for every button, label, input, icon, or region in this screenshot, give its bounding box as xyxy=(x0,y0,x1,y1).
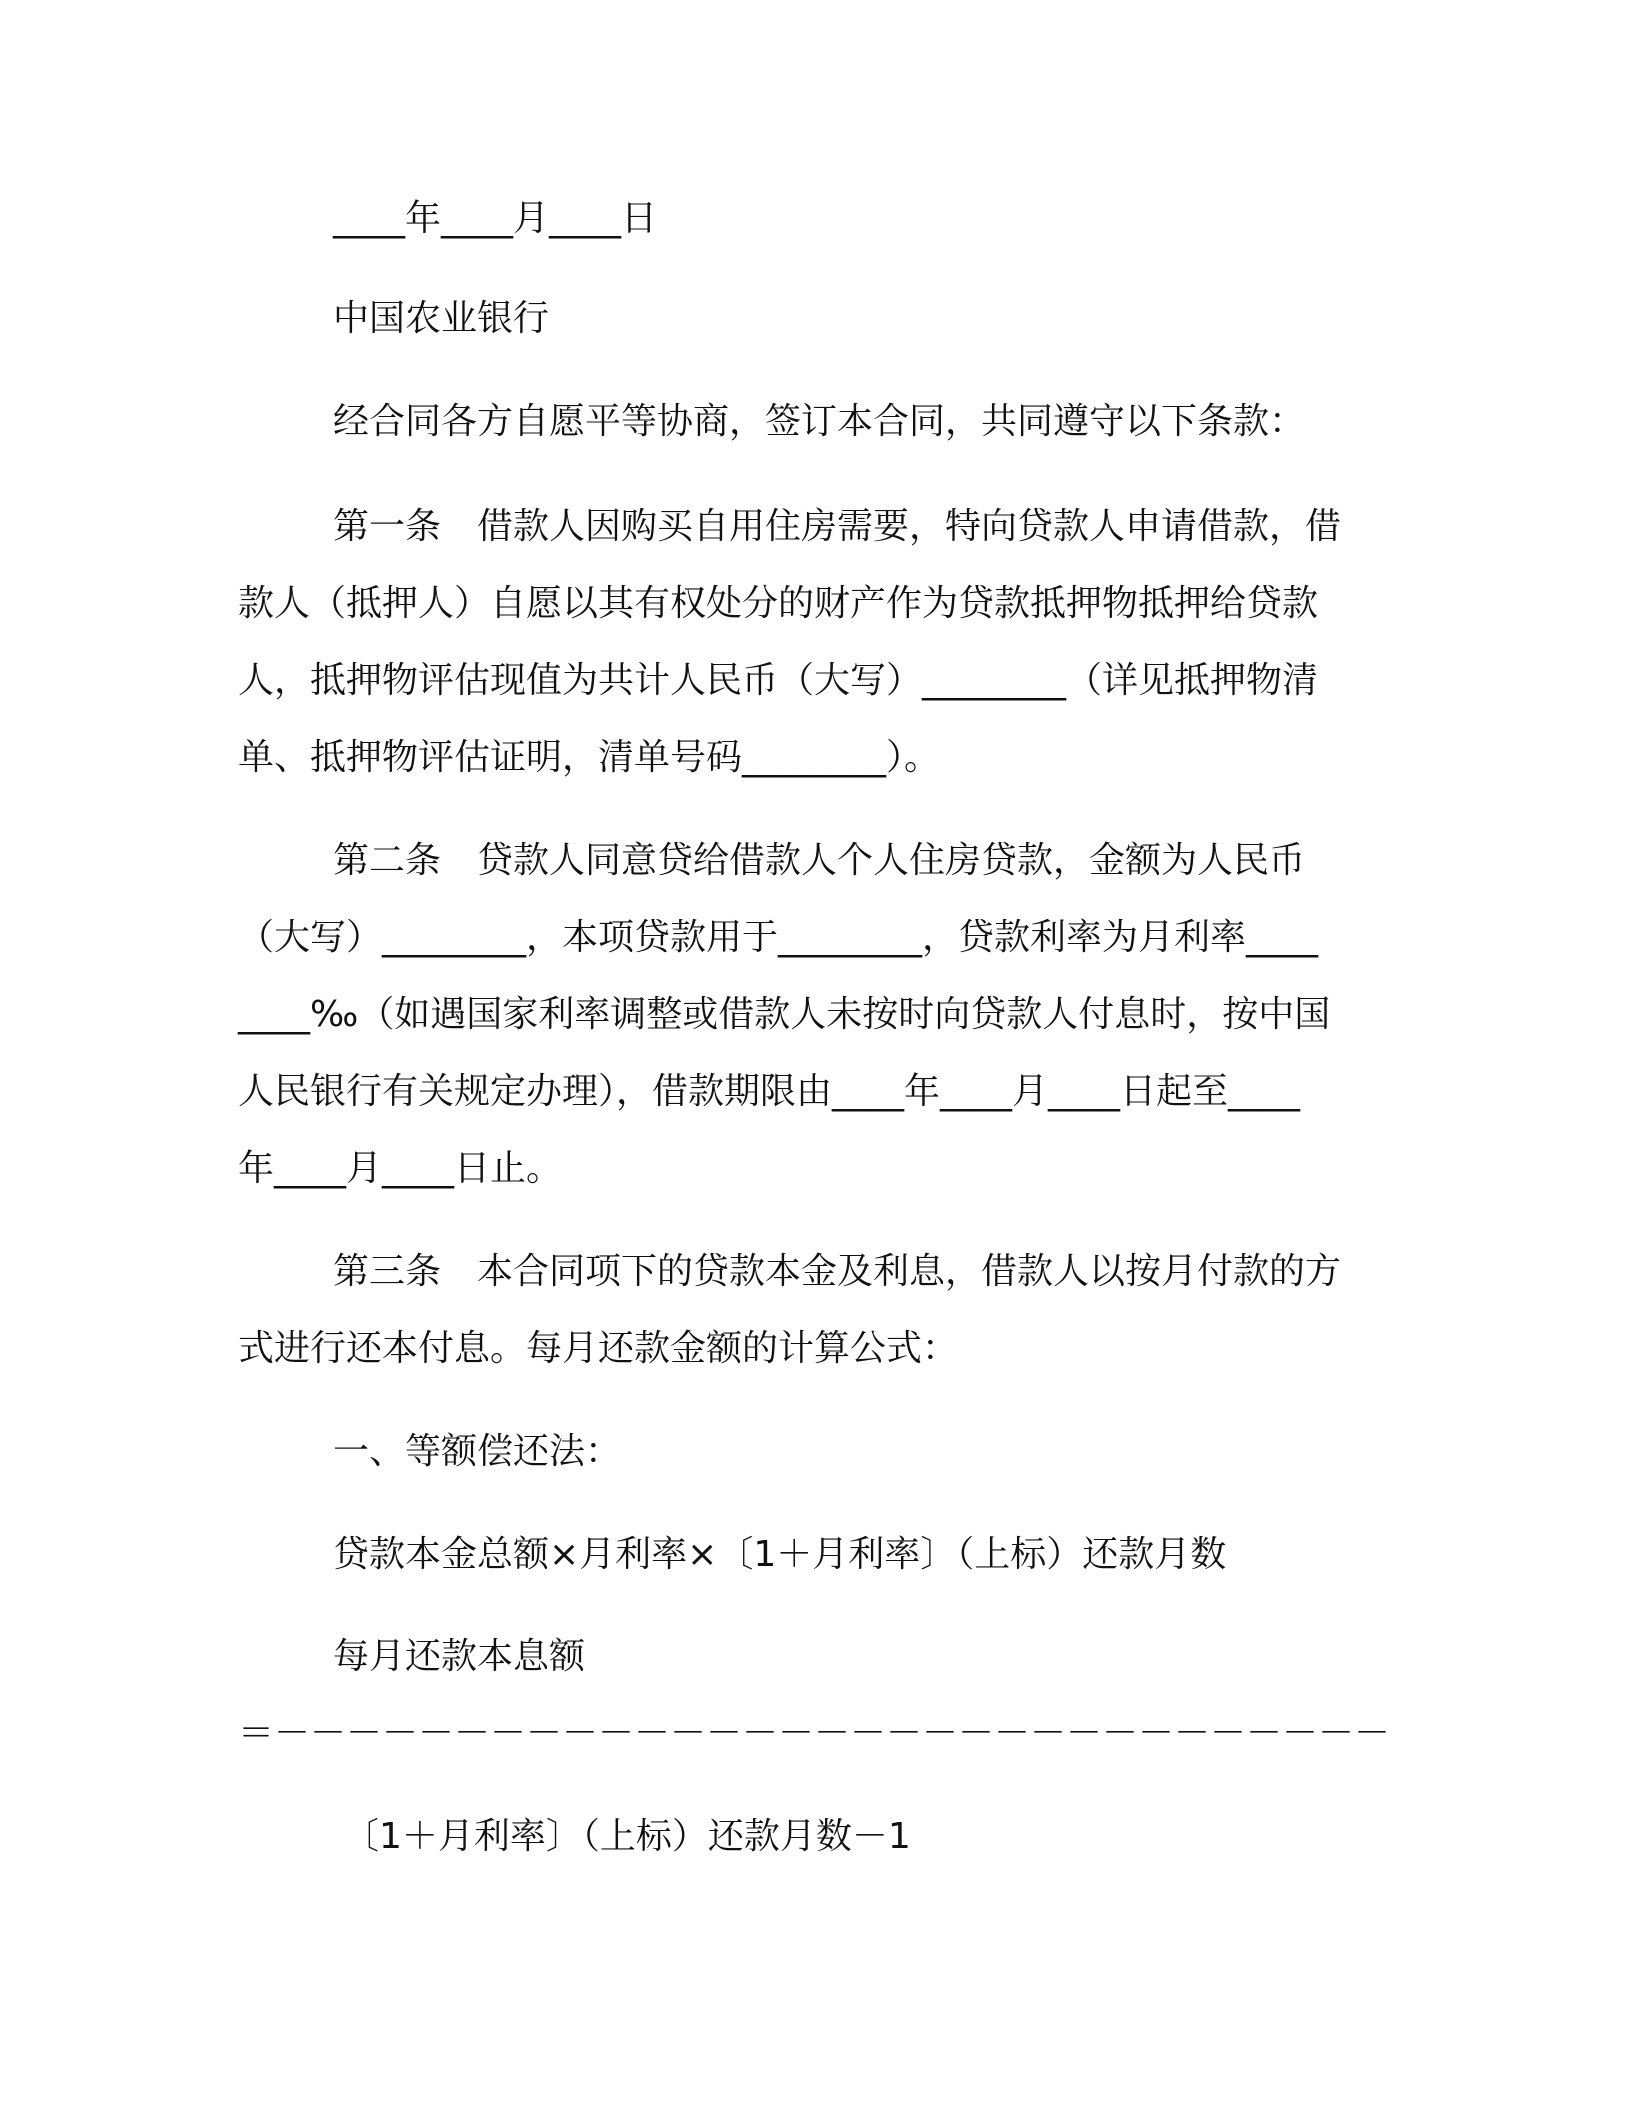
article2-line3: ____‰（如遇国家利率调整或借款人未按时向贷款人付息时，按中国 xyxy=(238,994,1331,1035)
date-line: ____年____月____日 xyxy=(333,198,658,239)
article1-line1: 第一条 借款人因购买自用住房需要，特向贷款人申请借款，借 xyxy=(333,506,1342,547)
formula-fraction-bar: ＝－－－－－－－－－－－－－－－－－－－－－－－－－－－－－－－ xyxy=(238,1713,1391,1754)
formula-numerator: 贷款本金总额×月利率×〔1＋月利率〕（上标）还款月数 xyxy=(333,1534,1227,1575)
article1-line4: 单、抵押物评估证明，清单号码________）。 xyxy=(238,737,941,778)
method1-title: 一、等额偿还法： xyxy=(333,1431,622,1472)
article1-line3: 人，抵押物评估现值为共计人民币（大写）________（详见抵押物清 xyxy=(238,660,1319,701)
article2-line1: 第二条 贷款人同意贷给借款人个人住房贷款，金额为人民币 xyxy=(333,840,1306,881)
article2-line5: 年____月____日止。 xyxy=(238,1148,563,1189)
formula-label: 每月还款本息额 xyxy=(333,1636,586,1677)
article2-line4: 人民银行有关规定办理），借款期限由____年____月____日起至____ xyxy=(238,1071,1301,1112)
article2-line2: （大写）________，本项贷款用于________，贷款利率为月利率____ xyxy=(238,917,1319,958)
bank-name: 中国农业银行 xyxy=(333,298,550,339)
article1-line2: 款人（抵押人）自愿以其有权处分的财产作为贷款抵押物抵押给贷款 xyxy=(238,583,1319,624)
article3-line1: 第三条 本合同项下的贷款本金及利息，借款人以按月付款的方 xyxy=(333,1251,1342,1292)
formula-denominator: 〔1＋月利率〕（上标）还款月数－1 xyxy=(343,1816,911,1857)
preamble: 经合同各方自愿平等协商，签订本合同，共同遵守以下条款： xyxy=(333,401,1306,442)
article3-line2: 式进行还本付息。每月还款金额的计算公式： xyxy=(238,1328,959,1369)
